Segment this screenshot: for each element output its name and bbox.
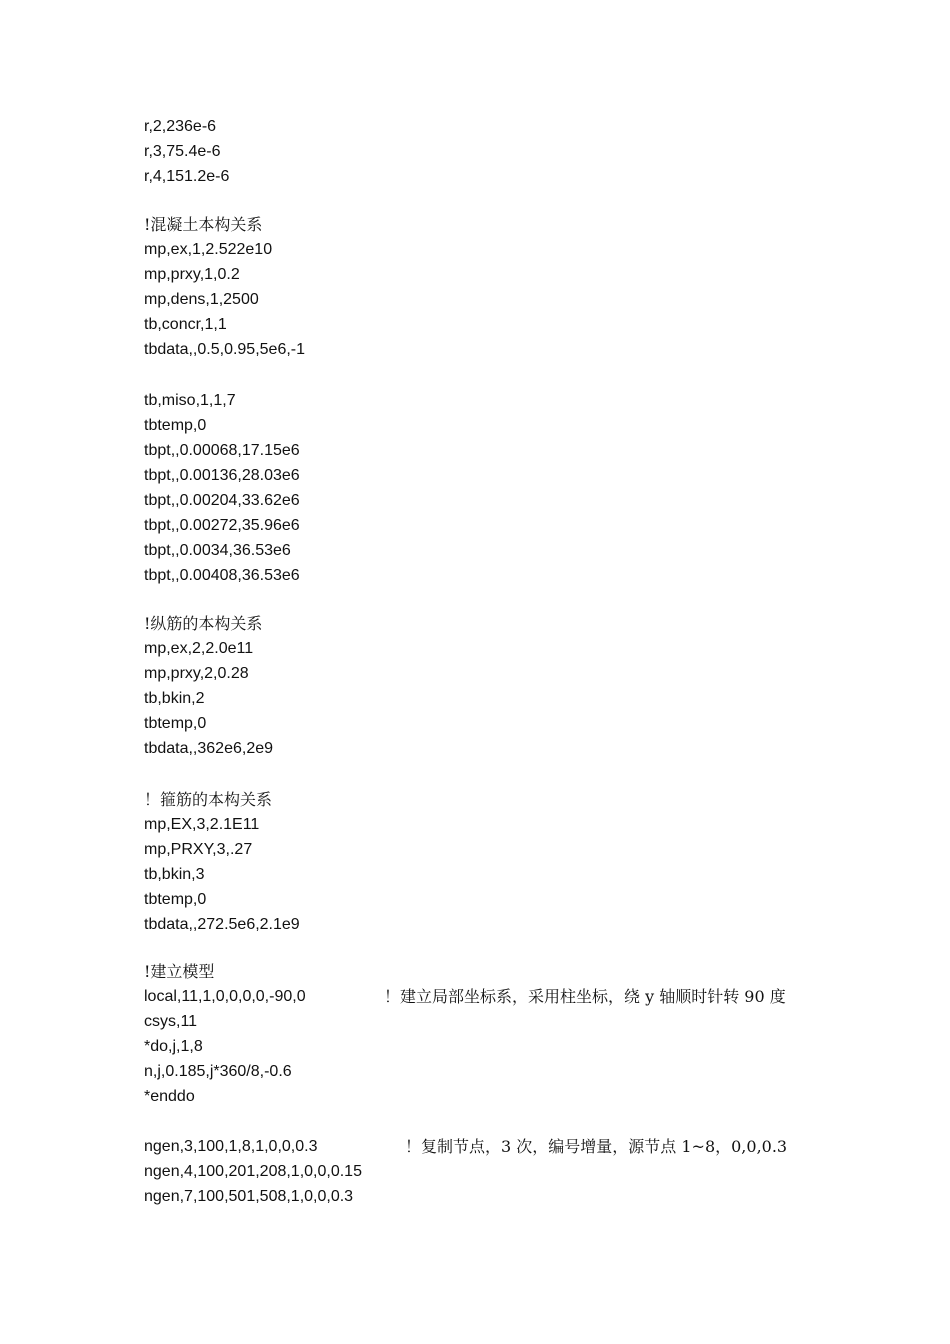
code-line: mp,PRXY,3,.27 [144,841,253,858]
section-heading: ！箍筋的本构关系 [144,790,273,809]
code-line: tb,miso,1,1,7 [144,392,236,409]
section-real-constants [144,114,229,189]
code-line: tbtemp,0 [144,417,207,434]
code-line: tbpt,,0.00204,33.62e6 [144,492,300,509]
code-line: tbpt,,0.0034,36.53e6 [144,542,291,559]
code-line: r,2,236e-6 [144,118,217,135]
section-model [144,959,306,1109]
code-line: tb,bkin,2 [144,690,205,707]
code-line: tbpt,,0.00136,28.03e6 [144,467,300,484]
code-line: tbpt,,0.00068,17.15e6 [144,442,300,459]
code-line: r,3,75.4e-6 [144,143,221,160]
code-line: mp,prxy,1,0.2 [144,266,240,283]
section-miso [144,388,300,588]
section-heading: !纵筋的本构关系 [144,614,263,633]
code-line: tbdata,,272.5e6,2.1e9 [144,916,300,933]
section-heading: !建立模型 [144,962,215,981]
code-line: mp,prxy,2,0.28 [144,665,249,682]
code-line: tbdata,,0.5,0.95,5e6,-1 [144,341,306,358]
code-line: tbtemp,0 [144,891,207,908]
code-comment: ！复制节点，3 次，编号增量，源节点 1~8，0,0,0.3 [405,1137,788,1156]
code-line: n,j,0.185,j*360/8,-0.6 [144,1063,292,1080]
code-line: tb,concr,1,1 [144,316,227,333]
code-line: *do,j,1,8 [144,1038,203,1055]
code-line: mp,ex,1,2.522e10 [144,241,273,258]
code-line: ngen,4,100,201,208,1,0,0,0.15 [144,1163,362,1180]
code-line: mp,ex,2,2.0e11 [144,640,254,657]
code-line: tbpt,,0.00272,35.96e6 [144,517,300,534]
code-line: ngen,7,100,501,508,1,0,0,0.3 [144,1188,354,1205]
code-line: tb,bkin,3 [144,866,205,883]
section-ngen [144,1134,362,1209]
code-line: tbdata,,362e6,2e9 [144,740,274,757]
code-line: tbtemp,0 [144,715,207,732]
code-line: r,4,151.2e-6 [144,168,230,185]
section-heading: !混凝土本构关系 [144,215,263,234]
code-line: mp,dens,1,2500 [144,291,259,308]
code-comment: ！建立局部坐标系，采用柱坐标，绕 y 轴顺时针转 90 度 [384,987,786,1006]
section-longitudinal-rebar [144,611,273,761]
code-line: ngen,3,100,1,8,1,0,0,0.3 [144,1138,318,1155]
code-line: local,11,1,0,0,0,0,-90,0 [144,988,306,1005]
section-stirrup [144,787,300,937]
code-line: csys,11 [144,1013,198,1030]
code-line: tbpt,,0.00408,36.53e6 [144,567,300,584]
section-concrete [144,212,305,362]
code-line: mp,EX,3,2.1E11 [144,816,260,833]
code-line: *enddo [144,1088,195,1105]
